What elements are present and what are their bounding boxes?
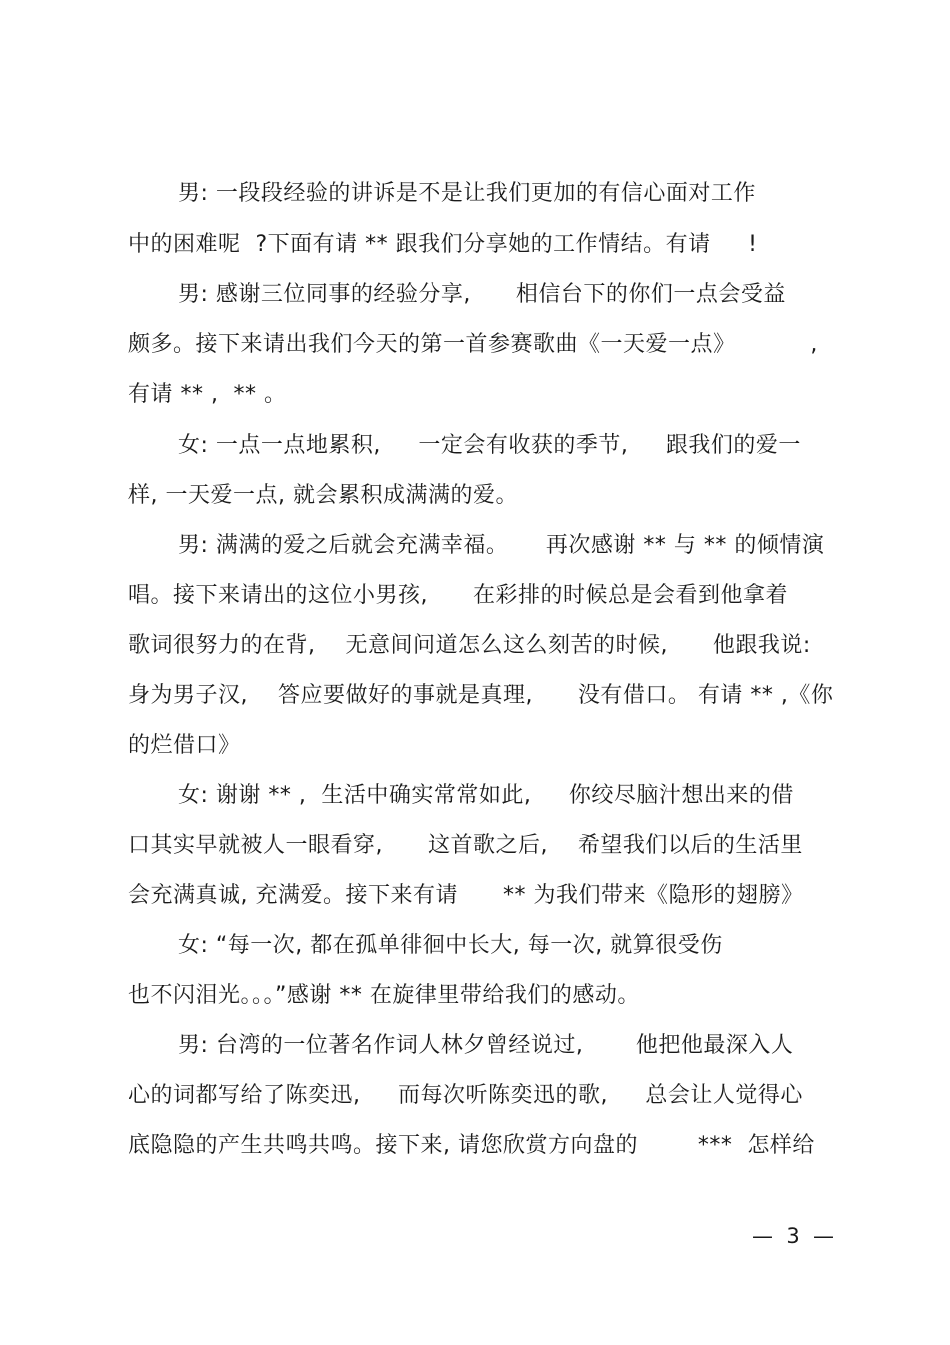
paragraph-line: 歌词很努力的在背, 无意间问道怎么这么刻苦的时候, 他跟我说: [128, 633, 811, 658]
paragraph-line: 有请 ** , ** 。 [128, 382, 287, 407]
paragraph-line: 男: 感谢三位同事的经验分享, 相信台下的你们一点会受益 [178, 282, 786, 307]
paragraph-line: 也不闪泪光。。。”感谢 ** 在旋律里带给我们的感动。 [128, 983, 640, 1008]
paragraph-line: 颇多。接下来请出我们今天的第一首参赛歌曲《一天爱一点》 , [128, 332, 818, 357]
paragraph-line: 男: 一段段经验的讲诉是不是让我们更加的有信心面对工作 [178, 181, 756, 206]
paragraph-line: 男: 台湾的一位著名作词人林夕曾经说过, 他把他最深入人 [178, 1033, 794, 1058]
paragraph-line: 的烂借口》 [128, 733, 241, 758]
paragraph-line: 底隐隐的产生共鸣共鸣。接下来, 请您欣赏方向盘的 *** 怎样给 [128, 1133, 815, 1158]
paragraph-line: 女: 谢谢 ** , 生活中确实常常如此, 你绞尽脑汁想出来的借 [178, 783, 794, 808]
paragraph-line: 唱。接下来请出的这位小男孩, 在彩排的时候总是会看到他拿着 [128, 583, 788, 608]
paragraph-line: 中的困难呢 ?下面有请 ** 跟我们分享她的工作情结。有请 ! [128, 232, 758, 257]
paragraph-line: 样, 一天爱一点, 就会累积成满满的爱。 [128, 483, 518, 508]
paragraph-line: 女: 一点一点地累积, 一定会有收获的季节, 跟我们的爱一 [178, 433, 801, 458]
paragraph-line: 会充满真诚, 充满爱。接下来有请 ** 为我们带来《隐形的翅膀》 [128, 883, 804, 908]
paragraph-line: 身为男子汉, 答应要做好的事就是真理, 没有借口。 有请 ** ,《你 [128, 683, 834, 708]
paragraph-line: 女: “每一次, 都在孤单徘徊中长大, 每一次, 就算很受伤 [178, 933, 723, 958]
paragraph-line: 口其实早就被人一眼看穿, 这首歌之后, 希望我们以后的生活里 [128, 833, 803, 858]
paragraph-line: 男: 满满的爱之后就会充满幸福。 再次感谢 ** 与 ** 的倾情演 [178, 533, 825, 558]
page-number: — 3 — [752, 1224, 835, 1248]
paragraph-line: 心的词都写给了陈奕迅, 而每次听陈奕迅的歌, 总会让人觉得心 [128, 1083, 803, 1108]
